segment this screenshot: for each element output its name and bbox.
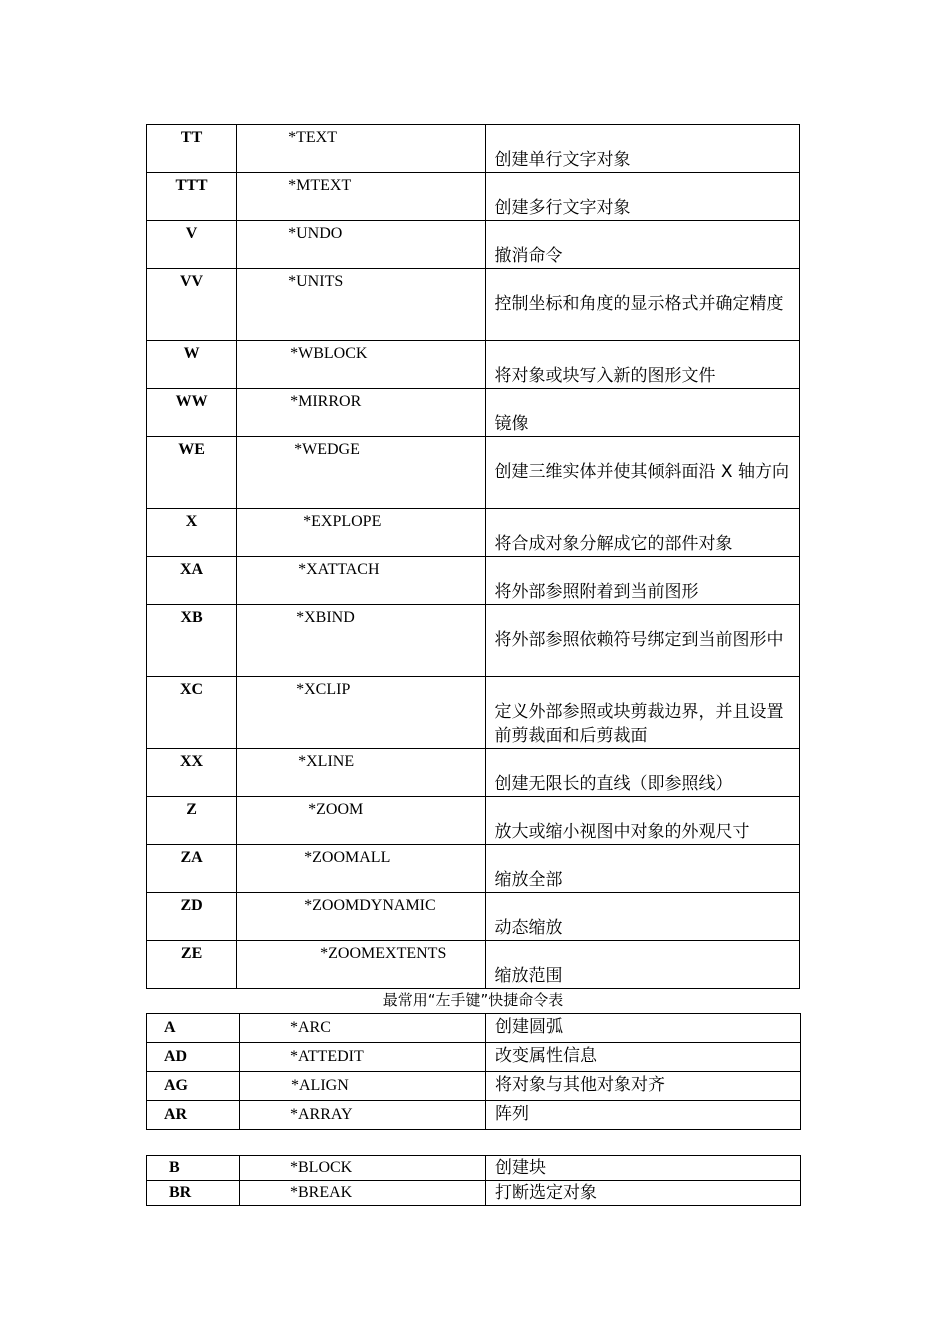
command-description: 缩放范围 [494,966,563,986]
command-name: *ALIGN [291,1077,349,1094]
command-name: *ARRAY [290,1106,353,1123]
table-row [147,221,800,269]
command-name: *ZOOMEXTENTS [320,945,447,962]
shortcut-key: AD [164,1048,188,1065]
command-name: *TEXT [288,129,337,146]
shortcut-key: VV [180,273,204,290]
command-description: 将对象与其他对象对齐 [495,1075,665,1095]
command-description: 缩放全部 [494,870,563,890]
command-name: *WEDGE [294,441,360,458]
command-name: *ATTEDIT [290,1048,364,1065]
shortcut-key: A [164,1019,176,1036]
shortcut-key: B [169,1159,180,1176]
command-name: *ZOOMALL [304,849,391,866]
table-row [147,557,800,605]
table-row [147,269,800,341]
table-row [147,341,800,389]
shortcut-key: XX [180,753,204,770]
table-row [147,1043,801,1072]
table-row [147,797,800,845]
command-name: *MIRROR [290,393,362,410]
table-row [147,509,800,557]
shortcut-key: WE [178,441,205,458]
table-row [147,125,800,173]
shortcut-key: XC [180,681,204,698]
command-name: *ZOOMDYNAMIC [304,897,436,914]
command-description: 创建单行文字对象 [494,150,631,170]
command-description: 创建无限长的直线（即参照线） [494,774,733,794]
table-row [147,1072,801,1101]
shortcut-key: TT [180,129,203,146]
command-description: 定义外部参照或块剪裁边界，并且设置前剪裁面和后剪裁面 [494,702,784,746]
shortcut-key: ZD [180,897,203,914]
table-row [147,893,800,941]
command-name: *XCLIP [296,681,351,698]
shortcut-key: Z [186,801,197,818]
table-row [147,749,800,797]
shortcut-key: V [185,225,198,242]
command-description: 改变属性信息 [495,1046,597,1066]
table-row [147,605,800,677]
command-description: 控制坐标和角度的显示格式并确定精度 [494,294,784,314]
shortcut-key: XB [180,609,203,626]
command-name: *XBIND [296,609,355,626]
command-name: *EXPLOPE [303,513,382,530]
shortcut-table-left-hand-b [146,1155,801,1206]
table-row [147,1101,801,1130]
table-row [147,677,800,749]
command-description: 将外部参照附着到当前图形 [494,582,699,602]
table-row [147,845,800,893]
command-description: 镜像 [494,414,529,434]
command-name: *BREAK [290,1184,353,1201]
table-row [147,941,800,989]
command-description: 将对象或块写入新的图形文件 [494,366,716,386]
shortcut-table-main [146,124,800,989]
command-name: *WBLOCK [290,345,368,362]
shortcut-key: AR [164,1106,188,1123]
table-row [147,173,800,221]
document-body [146,124,800,1206]
command-name: *UNDO [288,225,343,242]
shortcut-key: TTT [175,177,208,194]
command-description: 创建圆弧 [495,1017,563,1037]
shortcut-key: XA [180,561,204,578]
command-name: *ARC [290,1019,331,1036]
command-description: 将外部参照依赖符号绑定到当前图形中 [494,630,784,650]
command-name: *MTEXT [288,177,352,194]
shortcut-key: WW [175,393,208,410]
command-description: 创建多行文字对象 [494,198,631,218]
shortcut-key: X [185,513,198,530]
shortcut-key: BR [169,1184,192,1201]
shortcut-table-left-hand-a [146,1013,801,1130]
table-row [147,389,800,437]
table-row [147,1156,801,1181]
table-caption: 最常用“左手键”快捷命令表 [382,991,564,1009]
table-row [147,1014,801,1043]
command-description: 阵列 [495,1104,529,1124]
command-description: 创建三维实体并使其倾斜面沿 X 轴方向 [494,462,789,482]
table-row [147,437,800,509]
command-description: 动态缩放 [494,918,563,938]
shortcut-key: ZA [180,849,203,866]
command-name: *BLOCK [290,1159,353,1176]
shortcut-key: AG [164,1077,188,1094]
command-name: *ZOOM [308,801,364,818]
command-name: *XLINE [298,753,355,770]
command-name: *UNITS [288,273,344,290]
command-description: 撤消命令 [494,246,563,266]
command-description: 放大或缩小视图中对象的外观尺寸 [494,822,750,842]
command-description: 打断选定对象 [495,1183,597,1203]
command-name: *XATTACH [298,561,380,578]
command-description: 创建块 [495,1158,546,1178]
shortcut-key: ZE [180,945,203,962]
shortcut-key: W [183,345,200,362]
command-description: 将合成对象分解成它的部件对象 [494,534,733,554]
table-row [147,1181,801,1206]
